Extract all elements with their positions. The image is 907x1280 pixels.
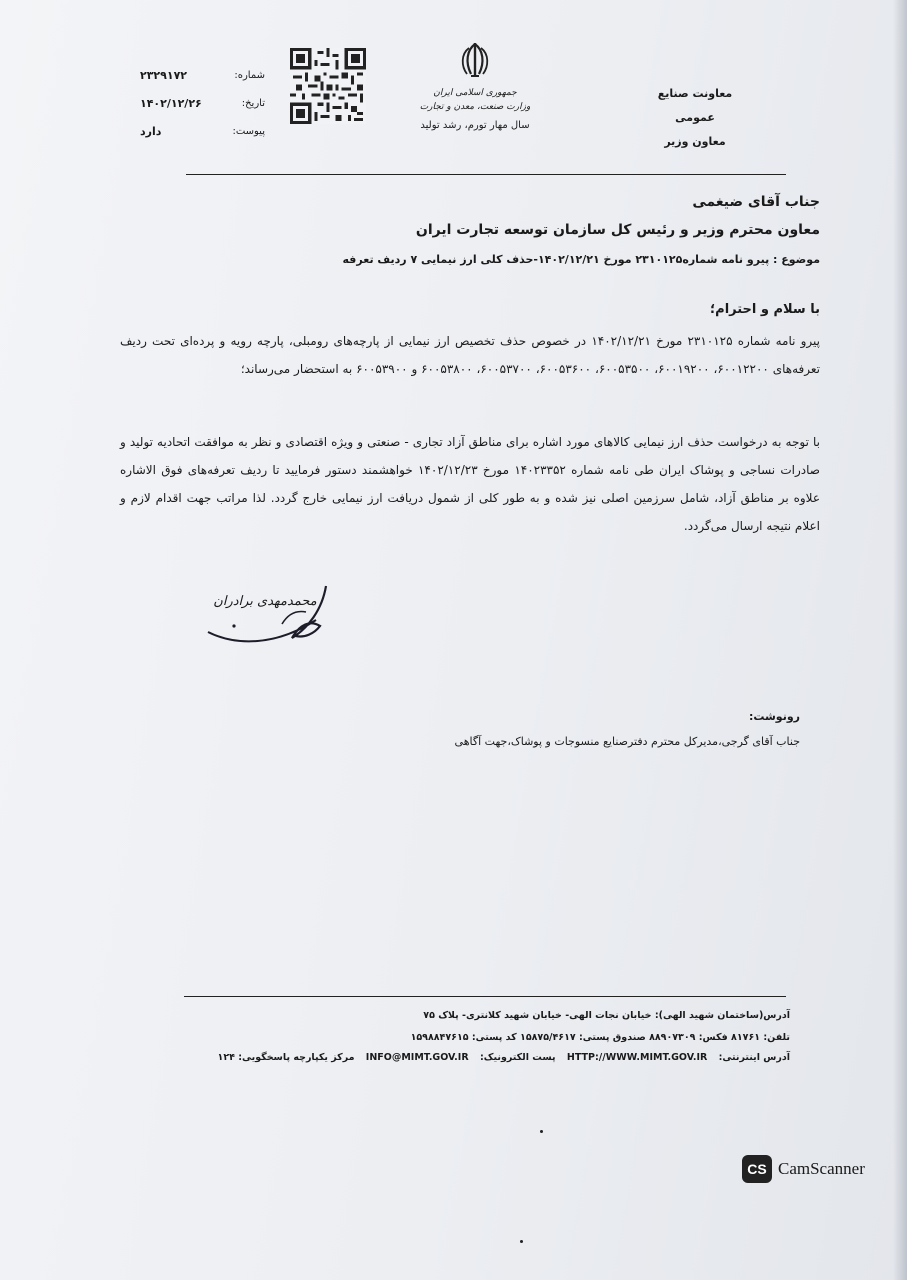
republic-name: جمهوری اسلامی ایران bbox=[433, 88, 517, 98]
attachment-value: دارد bbox=[140, 125, 162, 138]
camscanner-logo-icon: CS bbox=[742, 1155, 772, 1183]
signatory-name: محمدمهدی برادران bbox=[213, 594, 317, 609]
email-link[interactable]: INFO@MIMT.GOV.IR bbox=[365, 1052, 469, 1063]
letter-number: ۲۳۲۹۱۷۲ bbox=[140, 69, 187, 82]
attachment-label: پیوست: bbox=[232, 126, 265, 137]
addressee-name: جناب آقای ضیغمی bbox=[692, 194, 820, 210]
email-label: پست الکترونیک: bbox=[479, 1052, 556, 1063]
qr-code bbox=[290, 48, 366, 124]
letter-date: ۱۴۰۲/۱۲/۲۶ bbox=[140, 97, 202, 110]
website-link[interactable]: HTTP://WWW.MIMT.GOV.IR bbox=[566, 1052, 708, 1063]
scan-speck bbox=[540, 1130, 543, 1133]
letter-number-row bbox=[140, 62, 265, 90]
addressee-title: معاون محترم وزیر و رئیس کل سازمان توسعه تجارت ایران bbox=[415, 222, 820, 238]
cc-recipient: جناب آقای گرجی،مدیرکل محترم دفترصنایع منسوجات و پوشاک،جهت آگاهی bbox=[454, 735, 800, 748]
footer-divider bbox=[184, 996, 786, 997]
letter-date-label: تاریخ: bbox=[241, 98, 265, 109]
footer-address: آدرس(ساختمان شهید الهی): خیابان نجات الهی- خیابان شهید کلانتری- پلاک ۷۵ bbox=[423, 1010, 790, 1021]
web-label: آدرس اینترنتی: bbox=[718, 1052, 790, 1063]
department-block bbox=[640, 82, 750, 154]
body-paragraph-1: پیرو نامه شماره ۲۳۱۰۱۲۵ مورخ ۱۴۰۲/۱۲/۲۱ در خصوص حذف تخصیص ارز نیمایی از پارچه‌های رومبلی، پارچه رویه و پرده‌ای تحت ردیف تعرفه‌های ۶۰۰۱۲۲۰۰، ۶۰۰۱۹۲۰۰، ۶۰۰۵۳۵۰۰، ۶۰۰۵۳۶۰۰، ۶۰۰۵۳۷۰۰، ۶۰۰۵۳۸۰۰ و ۶۰۰۵۳۹۰۰ به استحضار می‌رساند؛ bbox=[120, 334, 821, 376]
camscanner-label: CamScanner bbox=[778, 1159, 865, 1178]
ministry-name: وزارت صنعت، معدن و تجارت bbox=[419, 102, 531, 112]
cc-title: رونوشت: bbox=[748, 710, 800, 723]
camscanner-watermark bbox=[742, 1155, 865, 1183]
letter-subject: موضوع : پیرو نامه شماره۲۳۱۰۱۲۵ مورخ ۱۴۰۲/۱۲/۲۱-حذف کلی ارز نیمایی ۷ ردیف تعرفه bbox=[342, 253, 820, 266]
year-motto: سال مهار تورم، رشد تولید bbox=[420, 120, 530, 131]
addressee-block bbox=[150, 188, 820, 244]
greeting: با سلام و احترام؛ bbox=[709, 302, 820, 317]
attachment-row bbox=[140, 118, 265, 146]
department-title: معاون وزیر bbox=[664, 135, 726, 148]
letter-number-label: شماره: bbox=[234, 70, 265, 81]
handwritten-signature bbox=[196, 580, 336, 652]
ministry-emblem-block bbox=[405, 40, 545, 134]
department-name: معاونت صنایع عمومی bbox=[657, 87, 733, 124]
letter-metadata bbox=[140, 62, 265, 146]
footer-web-row bbox=[190, 1052, 790, 1063]
page-edge-shadow bbox=[893, 0, 907, 1280]
letter-date-row bbox=[140, 90, 265, 118]
footer-contacts: تلفن: ۸۱۷۶۱ فکس: ۸۸۹۰۷۳۰۹ صندوق پستی: ۱۵۸۷۵/۴۶۱۷ کد پستی: ۱۵۹۸۸۴۷۶۱۵ bbox=[410, 1032, 790, 1043]
body-paragraph-2: با توجه به درخواست حذف ارز نیمایی کالاهای مورد اشاره برای مناطق آزاد تجاری - صنعتی و ویژه اقتصادی و نظر به موافقت اتحادیه تولید و صادرات نساجی و پوشاک ایران طی نامه شماره ۱۴۰۲۳۳۵۲ مورخ ۱۴۰۲/۱۲/۲۳ خواهشمند دستور فرمایید تا ردیف تعرفه‌های فوق الاشاره علاوه بر مناطق آزاد، شامل سرزمین اصلی نیز شده و به طور کلی از شمول دریافت ارز نیمایی خارج گردد. لذا مراتب جهت اقدام لازم و اعلام نتیجه ارسال می‌گردد. bbox=[120, 435, 820, 533]
header-divider bbox=[186, 174, 786, 175]
iran-emblem-icon bbox=[457, 40, 493, 80]
call-center: مرکز یکپارچه پاسخگویی: ۱۲۴ bbox=[217, 1052, 355, 1063]
scan-speck bbox=[520, 1240, 523, 1243]
